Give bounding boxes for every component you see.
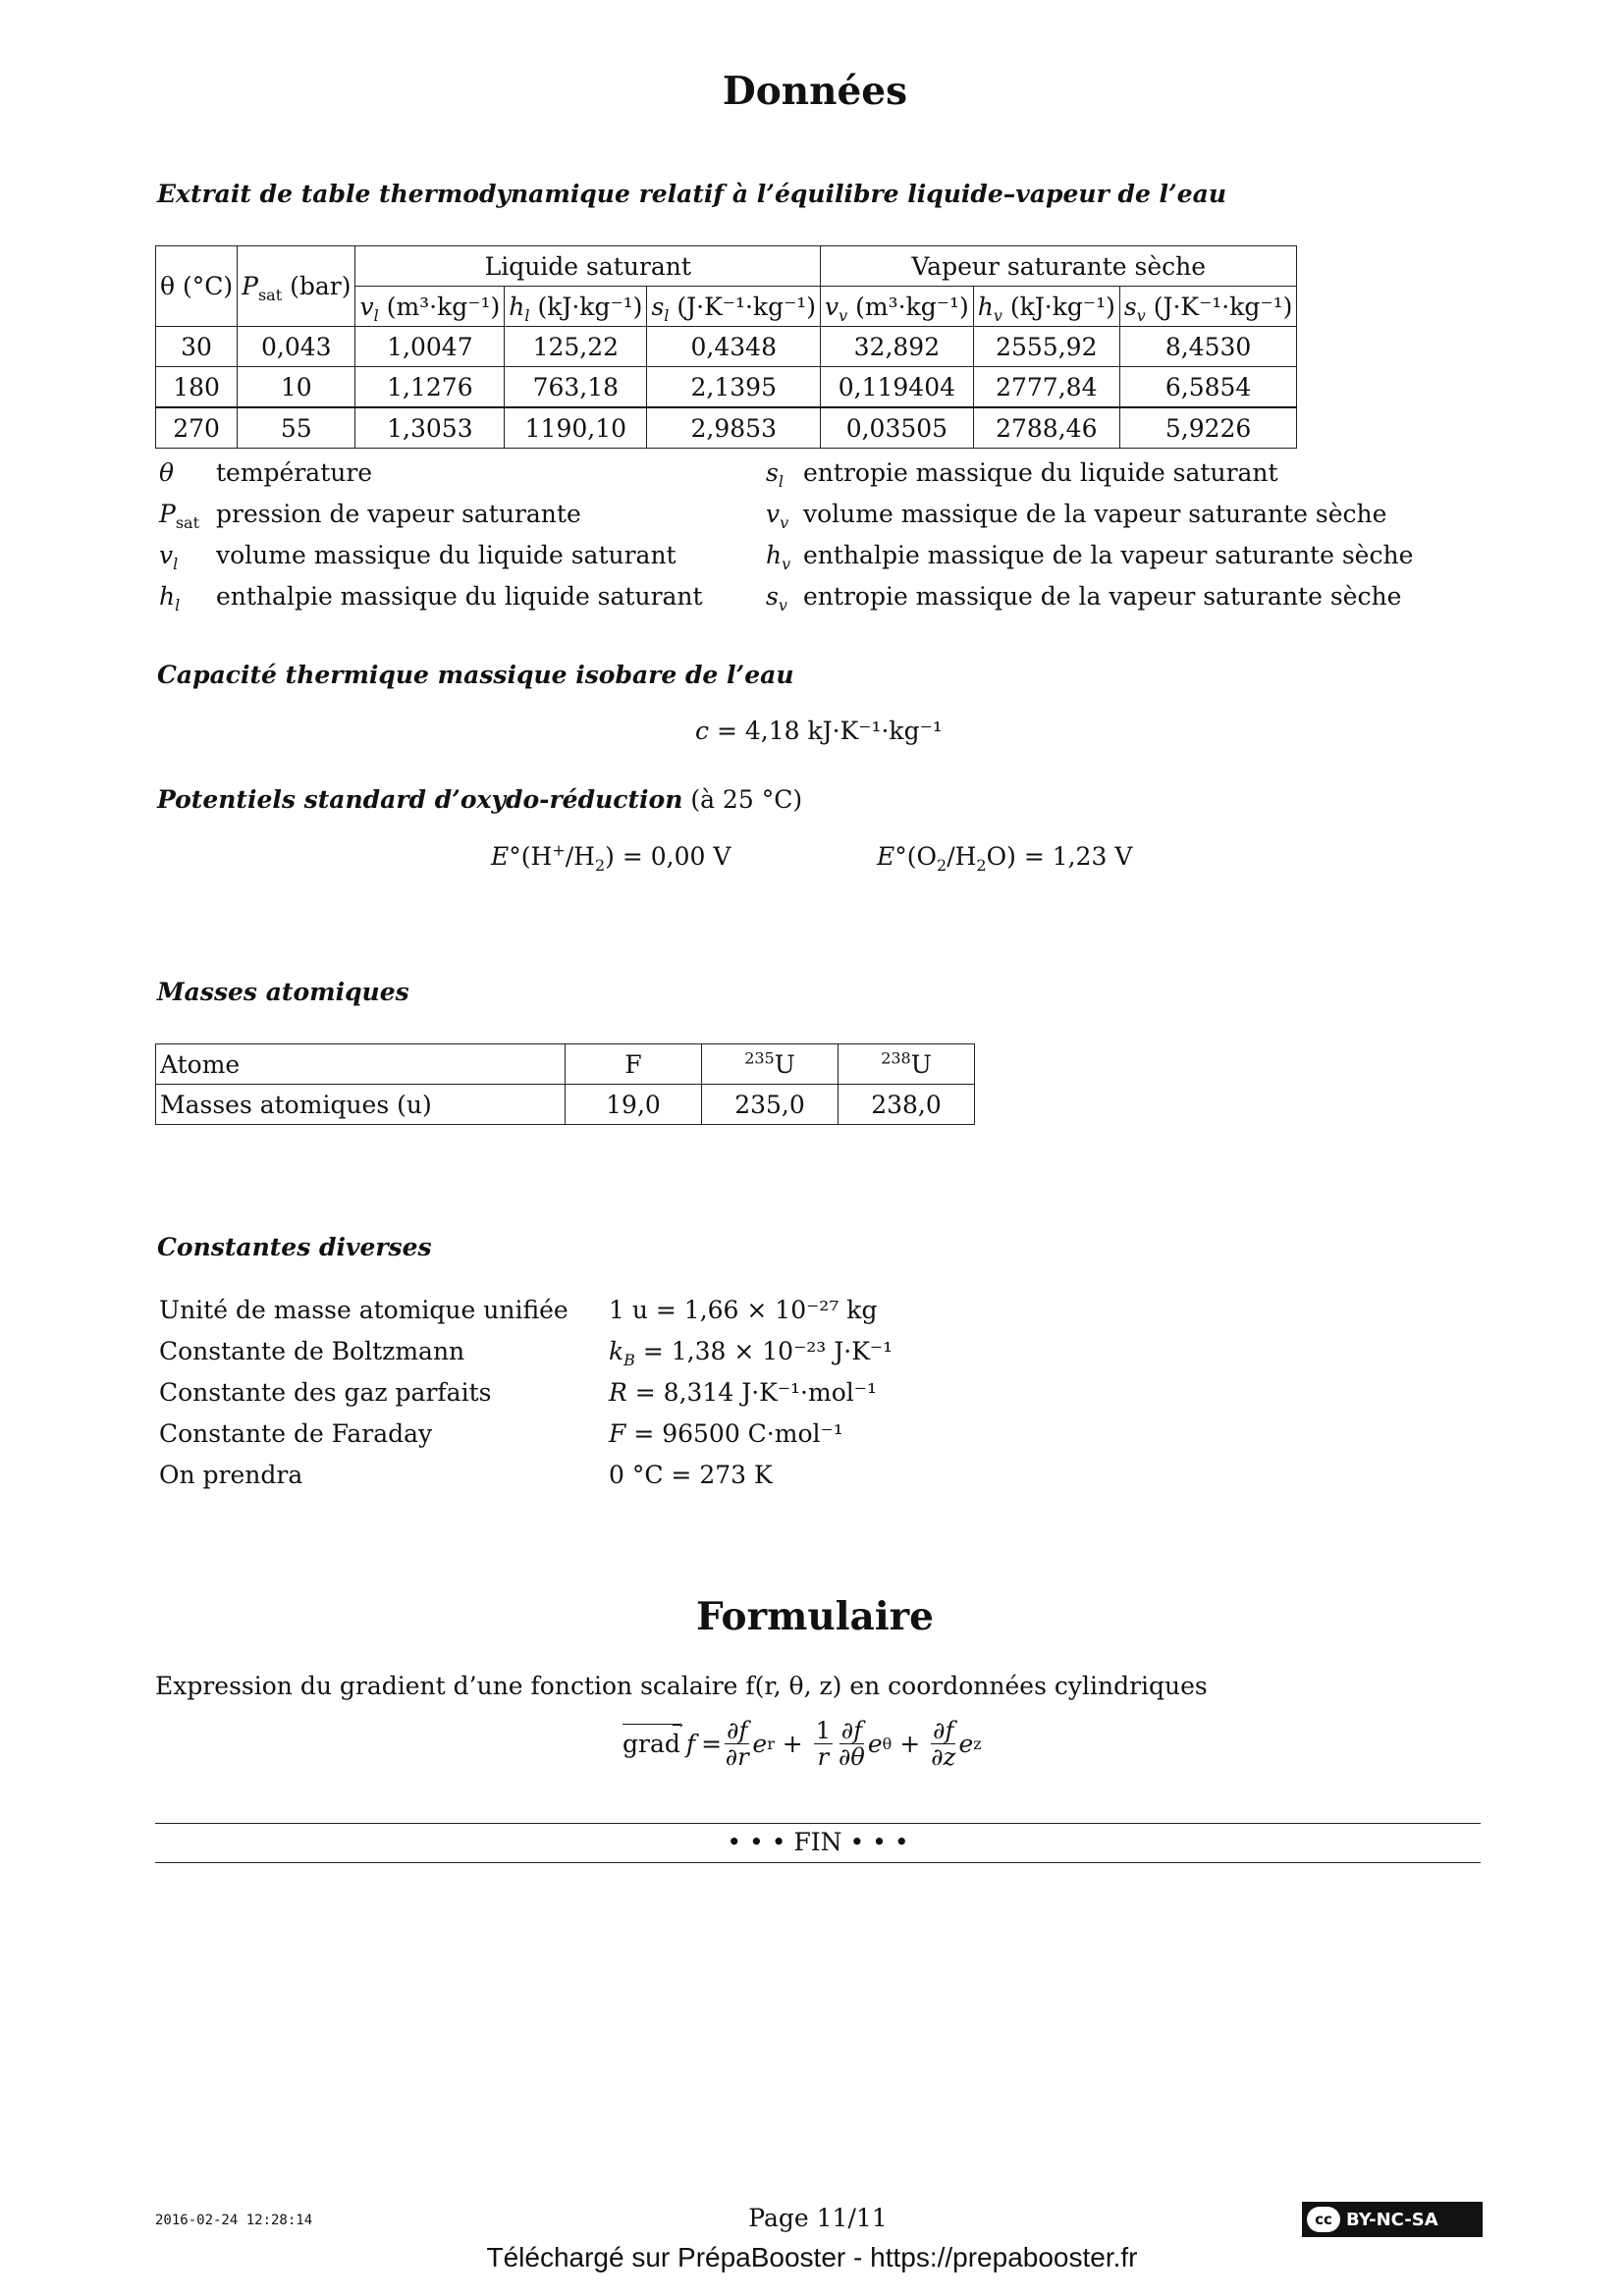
license-label: BY-NC-SA xyxy=(1346,2209,1438,2230)
cell: $^{238}$U xyxy=(839,1044,975,1085)
potential-h: $E^\circ(H^+/H_2) = 0,00$ V xyxy=(491,840,731,875)
cell: 2,1395 xyxy=(647,367,821,408)
potentials-heading: Potentiels standard d’oxydo-réduction (à 25 °C) xyxy=(157,785,803,814)
cell: 32,892 xyxy=(821,327,974,367)
cc-icon: cc xyxy=(1307,2207,1340,2232)
cell: 30 xyxy=(156,327,238,367)
constant-value: 1 u = 1,66 × 10⁻²⁷ kg xyxy=(609,1296,878,1324)
legend-item: $v_l$ volume massique du liquide saturant xyxy=(159,541,677,573)
cell: 0,119404 xyxy=(821,367,974,408)
cell: F xyxy=(566,1044,702,1085)
legend-left xyxy=(159,458,703,623)
header-hl: $h_l$ (kJ·kg⁻¹) xyxy=(505,287,647,327)
constant-value: F = 96500 C·mol⁻¹ xyxy=(609,1419,843,1448)
cell: $^{235}$U xyxy=(702,1044,839,1085)
license-badge xyxy=(1302,2202,1483,2237)
constant-label: Constante des gaz parfaits xyxy=(159,1378,492,1407)
cell: 0,4348 xyxy=(647,327,821,367)
section-thermo-title: Extrait de table thermodynamique relatif à l’équilibre liquide–vapeur de l’eau xyxy=(157,180,1227,208)
constant-label: Constante de Faraday xyxy=(159,1419,433,1448)
table-row xyxy=(156,1044,975,1085)
table-row xyxy=(156,407,1297,449)
constant-value: R = 8,314 J·K⁻¹·mol⁻¹ xyxy=(609,1378,877,1407)
cell: 0,043 xyxy=(238,327,355,367)
header-sl: $s_l$ (J·K⁻¹·kg⁻¹) xyxy=(647,287,821,327)
download-note[interactable]: Téléchargé sur PrépaBooster - https://prepabooster.fr xyxy=(486,2242,1138,2272)
thermo-table xyxy=(155,245,1297,449)
cell: 19,0 xyxy=(566,1085,702,1125)
header-vl: $v_l$ (m³·kg⁻¹) xyxy=(355,287,505,327)
header-vv: $v_v$ (m³·kg⁻¹) xyxy=(821,287,974,327)
cell: 10 xyxy=(238,367,355,408)
header-vapor: Vapeur saturante sèche xyxy=(821,246,1297,287)
header-hv: $h_v$ (kJ·kg⁻¹) xyxy=(973,287,1119,327)
cell: 5,9226 xyxy=(1119,407,1297,449)
legend-item: $s_v$ entropie massique de la vapeur saturante sèche xyxy=(766,582,1402,614)
capacity-formula: c = 4,18 kJ·K⁻¹·kg⁻¹ xyxy=(695,717,943,745)
constant-label: On prendra xyxy=(159,1461,303,1489)
table-row xyxy=(156,367,1297,408)
legend-item: $s_l$ entropie massique du liquide saturant xyxy=(766,458,1278,491)
cell: 1190,10 xyxy=(505,407,647,449)
table-row xyxy=(156,1085,975,1125)
table-row xyxy=(156,327,1297,367)
gradient-text: Expression du gradient d’une fonction scalaire f(r, θ, z) en coordonnées cylindriques xyxy=(155,1672,1208,1700)
section-constants-title: Constantes diverses xyxy=(157,1233,432,1261)
legend-item: θ température xyxy=(159,458,373,487)
section-masses-title: Masses atomiques xyxy=(157,978,409,1006)
cell: 1,3053 xyxy=(355,407,505,449)
page-title: Données xyxy=(722,69,908,114)
constant-label: Constante de Boltzmann xyxy=(159,1337,465,1365)
gradient-formula: grad → f = $\frac{\partial f}{\partial r}$ e r + $\frac{1}{r}$ $\frac{\partial f}{\partial\theta}$ e θ + $\frac{\partial f}{\partial z}$ e z xyxy=(623,1717,982,1771)
formulaire-title: Formulaire xyxy=(696,1594,934,1639)
legend-item: $v_v$ volume massique de la vapeur saturante sèche xyxy=(766,500,1387,532)
legend-item: $h_v$ enthalpie massique de la vapeur saturante sèche xyxy=(766,541,1414,573)
masses-table xyxy=(155,1043,975,1125)
cell: 55 xyxy=(238,407,355,449)
divider-bottom xyxy=(155,1862,1481,1863)
header-psat: $P_{sat}$ (bar) xyxy=(238,246,355,327)
divider-top xyxy=(155,1823,1481,1824)
section-capacity-title: Capacité thermique massique isobare de l’eau xyxy=(157,661,794,689)
cell: Atome xyxy=(156,1044,566,1085)
cell: 2555,92 xyxy=(973,327,1119,367)
cell: 270 xyxy=(156,407,238,449)
header-liquid: Liquide saturant xyxy=(355,246,821,287)
cell: 125,22 xyxy=(505,327,647,367)
constant-value: 0 °C = 273 K xyxy=(609,1461,773,1489)
cell: 0,03505 xyxy=(821,407,974,449)
constant-value: $k_B = 1,38 \times 10^{-23}$ J·K⁻¹ xyxy=(609,1337,893,1369)
cell: 6,5854 xyxy=(1119,367,1297,408)
cell: 1,1276 xyxy=(355,367,505,408)
legend-right xyxy=(766,458,1413,623)
legend-item: $P_{sat}$ pression de vapeur saturante xyxy=(159,500,581,532)
header-sv: $s_v$ (J·K⁻¹·kg⁻¹) xyxy=(1119,287,1297,327)
cell: 2788,46 xyxy=(973,407,1119,449)
cell: 763,18 xyxy=(505,367,647,408)
cell: Masses atomiques (u) xyxy=(156,1085,566,1125)
footer-timestamp: 2016-02-24 12:28:14 xyxy=(155,2213,313,2228)
cell: 2777,84 xyxy=(973,367,1119,408)
cell: 1,0047 xyxy=(355,327,505,367)
fin-marker: • • • FIN • • • xyxy=(727,1828,909,1856)
cell: 238,0 xyxy=(839,1085,975,1125)
footer-page-number: Page 11/11 xyxy=(748,2204,888,2232)
cell: 2,9853 xyxy=(647,407,821,449)
cell: 235,0 xyxy=(702,1085,839,1125)
cell: 8,4530 xyxy=(1119,327,1297,367)
cell: 180 xyxy=(156,367,238,408)
constant-label: Unité de masse atomique unifiée xyxy=(159,1296,568,1324)
header-theta: θ (°C) xyxy=(156,246,238,327)
legend-item: $h_l$ enthalpie massique du liquide saturant xyxy=(159,582,703,614)
potential-o2: $E^\circ(O_2/H_2O) = 1,23$ V xyxy=(877,842,1133,875)
